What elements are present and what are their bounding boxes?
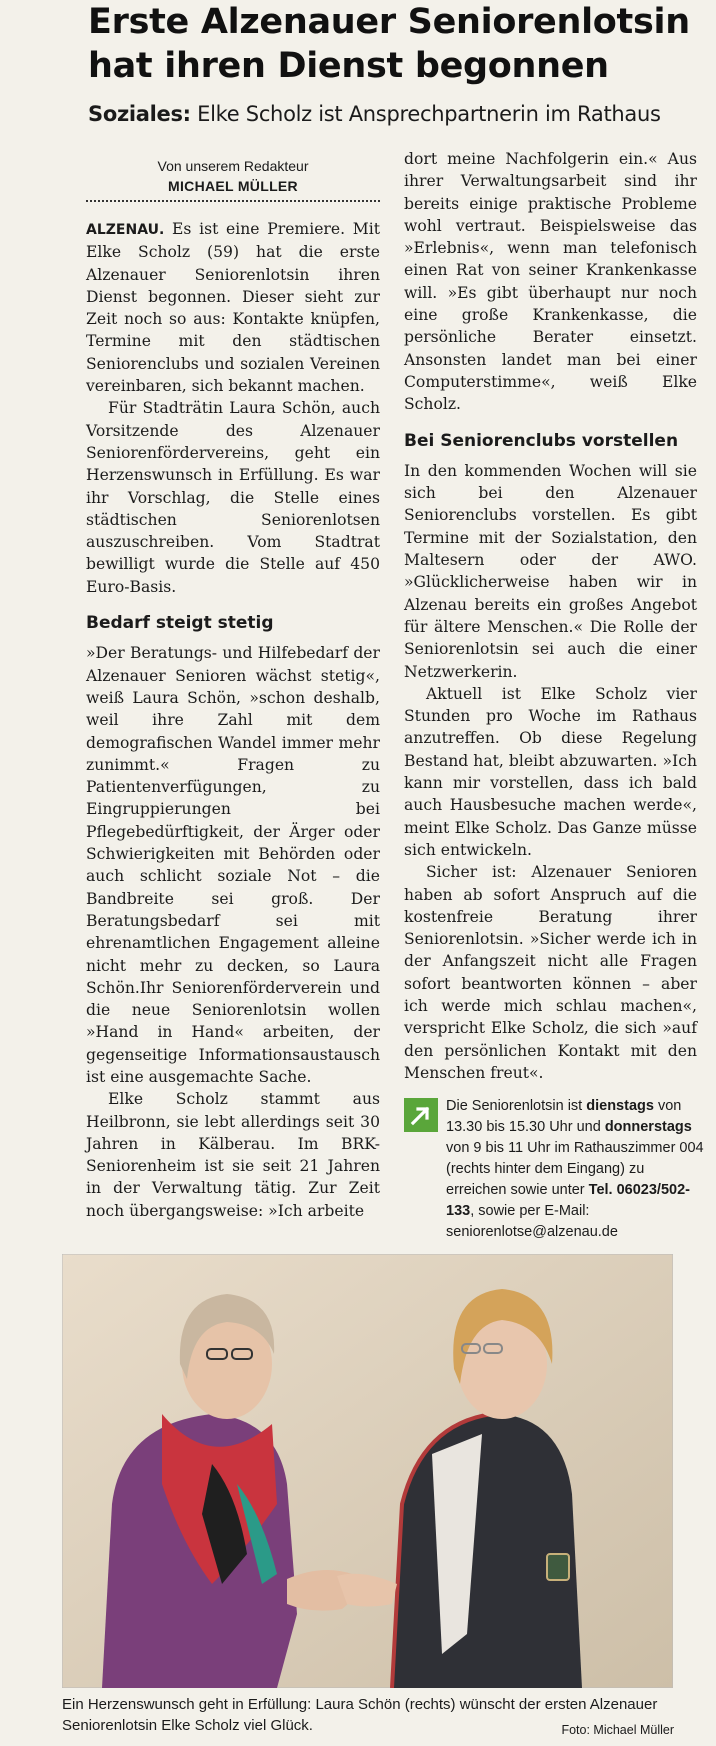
info-day-tuesday: dienstags bbox=[586, 1098, 654, 1114]
paragraph-lead bbox=[86, 218, 380, 397]
photo-credit: Foto: Michael Müller bbox=[561, 1723, 674, 1737]
subhead-kicker: Soziales: bbox=[88, 102, 191, 126]
article-column-1 bbox=[86, 156, 380, 1222]
byline-divider bbox=[86, 200, 380, 202]
paragraph: Sicher ist: Alzenauer Senioren haben ab sofort Anspruch auf die kostenfreie Beratung ihrer Seniorenlotsin. »Sicher werde ich in der Anfangszeit nicht alle Fragen sofort beantworten können – aber ich werde mich schlau machen«, verspricht Elke Scholz, die sich »auf den persönlichen Kontakt mit den Menschen freut«. bbox=[404, 863, 697, 1082]
info-email: , sowie per E-Mail: seniorenlotse@alzenau.de bbox=[446, 1203, 618, 1240]
info-text-part: von 9 bis 11 Uhr im Rathauszimmer 004 (rechts hinter dem Eingang) zu erreichen sowie unter bbox=[446, 1140, 704, 1198]
paragraph: »Der Beratungs- und Hilfebedarf der Alzenauer Senioren wächst stetig«, weiß Laura Schön, »schon deshalb, weil ihre Zahl mit dem demografischen Wandel immer mehr zunimmt.« Fragen zu Patientenverfügungen, zu Eingruppierungen bei Pflegebedürftigkeit, der Ärger oder Schwierigkeiten mit Behörden oder auch schlicht soziale Not – die Bandbreite sei groß. Der Beratungsbedarf sei mit ehrenamtlichen Engagement alleine nicht mehr zu decken, so Laura Schön.Ihr Seniorenförderverein und die neue Seniorenlotsin wollen »Hand in Hand« arbeiten, der gegenseitige Informationsaustausch ist eine ausgemachte Sache. bbox=[86, 644, 380, 1086]
headline-line-1: Erste Alzenauer Seniorenlotsin bbox=[88, 2, 690, 42]
paragraph: Für Stadträtin Laura Schön, auch Vorsitzende des Alzenauer Seniorenfördervereins, geht ein Herzenswunsch in Erfüllung. Es war ihr Vorschlag, die Stelle eines städtischen Seniorenlotsen auszuschreiben. Vom Stadtrat bewilligt wurde die Stelle auf 450 Euro-Basis. bbox=[86, 399, 380, 596]
arrow-icon bbox=[404, 1098, 438, 1132]
byline bbox=[86, 156, 380, 202]
section-heading: Bedarf steigt stetig bbox=[86, 613, 274, 634]
paragraph: Elke Scholz stammt aus Heilbronn, sie lebt allerdings seit 30 Jahren in Kälberau. Im BRK-Seniorenheim ist sie seit 21 Jahren in der Verwaltung tätig. Zur Zeit noch übergangsweise: »Ich arbeite bbox=[86, 1090, 380, 1220]
info-box bbox=[404, 1096, 704, 1243]
dateline: ALZENAU. bbox=[86, 222, 165, 238]
paragraph: dort meine Nachfolgerin ein.« Aus ihrer Verwaltungsarbeit sind ihr bereits einige praktische Probleme wohl vertraut. Beispielsweise das »Erlebnis«, wenn man telefonisch einen Rat von seiner Krankenkasse will. »Es gibt überhaupt nur noch eine große Krankenkasse, die persönliche Berater einsetzt. Ansonsten landet man bei einer Computerstimme«, weiß Elke Scholz. bbox=[404, 150, 697, 414]
byline-from: Von unserem Redakteur bbox=[157, 158, 309, 174]
subhead-text: Elke Scholz ist Ansprechpartnerin im Rathaus bbox=[190, 102, 661, 126]
subheadline bbox=[88, 102, 708, 126]
photo bbox=[62, 1254, 673, 1688]
info-text bbox=[446, 1096, 704, 1243]
paragraph-lead-text: Es ist eine Premiere. Mit Elke Scholz (59) hat die erste Alzenauer Seniorenlotsin ihren Dienst begonnen. Dieser sieht zur Zeit noch so aus: Kontakte knüpfen, Termine mit den städtischen Seniorenclubs und sozialen Vereinen vereinbaren, sich bekannt machen. bbox=[86, 220, 380, 396]
article-column-2 bbox=[404, 148, 697, 1084]
paragraph: Aktuell ist Elke Scholz vier Stunden pro Woche im Rathaus anzutreffen. Ob diese Regelung Bestand hat, bleibt abzuwarten. »Ich kann mir vorstellen, dass ich bald auch Hausbesuche machen werde«, meint Elke Scholz. Das Ganze müsse sich entwickeln. bbox=[404, 684, 697, 859]
paragraph: In den kommenden Wochen will sie sich bei den Alzenauer Seniorenclubs vorstellen. Es gibt Termine mit der Sozialstation, den Maltesern oder der AWO. »Glücklicherweise haben wir in Alzenau bereits ein großes Angebot für ältere Menschen.« Die Rolle der Seniorenlotsin sei auch die einer Netzwerkerin. bbox=[404, 461, 697, 681]
photo-caption: Ein Herzenswunsch geht in Erfüllung: Laura Schön (rechts) wünscht der ersten Alzenauer Seniorenlotsin Elke Scholz viel Glück. bbox=[62, 1696, 658, 1734]
info-text-part: Die Seniorenlotsin ist bbox=[446, 1098, 587, 1114]
section-heading: Bei Seniorenclubs vorstellen bbox=[404, 430, 679, 451]
info-phone: Tel. 06023/502-133 bbox=[446, 1182, 690, 1219]
byline-author: MICHAEL MÜLLER bbox=[168, 178, 298, 194]
headline bbox=[88, 0, 708, 88]
headline-line-2: hat ihren Dienst begonnen bbox=[88, 46, 609, 86]
info-text-part: von 13.30 bis 15.30 Uhr und bbox=[446, 1098, 682, 1135]
info-day-thursday: donnerstags bbox=[604, 1119, 692, 1135]
